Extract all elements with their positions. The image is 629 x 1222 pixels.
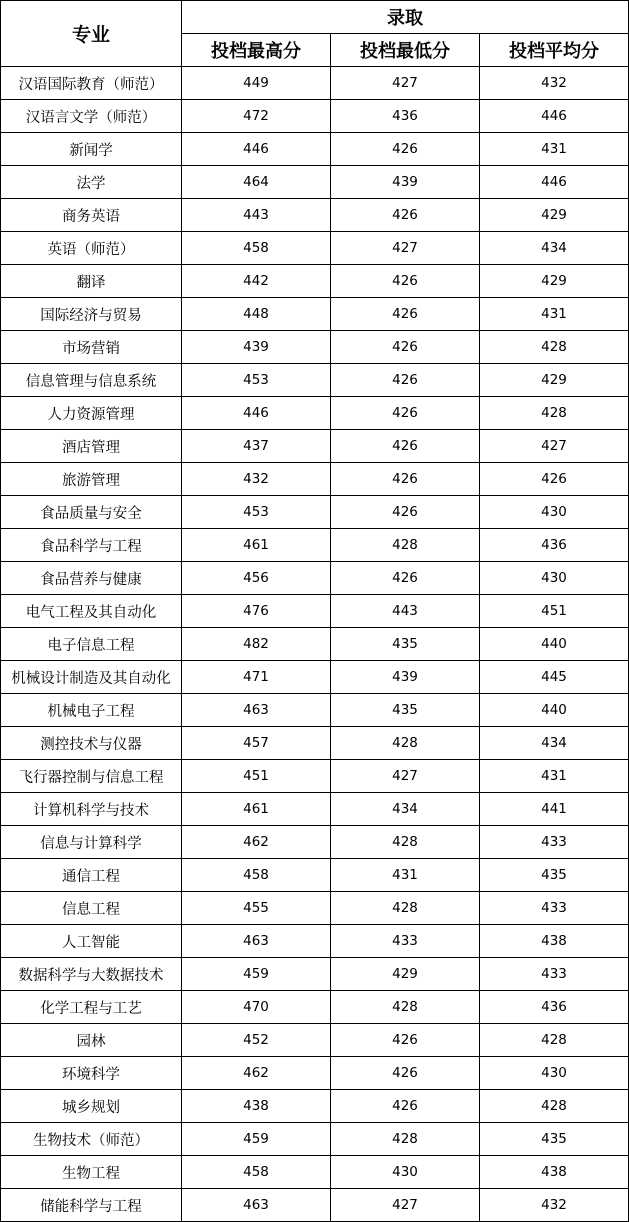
- min-score-cell: 426: [331, 430, 480, 463]
- avg-score-cell: 446: [480, 166, 629, 199]
- avg-score-cell: 436: [480, 991, 629, 1024]
- max-score-cell: 446: [182, 133, 331, 166]
- min-score-cell: 426: [331, 562, 480, 595]
- max-score-cell: 457: [182, 727, 331, 760]
- max-score-cell: 432: [182, 463, 331, 496]
- table-row: [1, 760, 629, 793]
- major-cell: 信息与计算科学: [1, 826, 182, 859]
- avg-score-cell: 438: [480, 925, 629, 958]
- min-score-cell: 426: [331, 331, 480, 364]
- table-row: [1, 595, 629, 628]
- table-row: [1, 199, 629, 232]
- avg-score-cell: 435: [480, 1123, 629, 1156]
- table-row: [1, 793, 629, 826]
- max-score-cell: 464: [182, 166, 331, 199]
- major-cell: 城乡规划: [1, 1090, 182, 1123]
- major-cell: 酒店管理: [1, 430, 182, 463]
- table-row: [1, 958, 629, 991]
- table-row: [1, 1189, 629, 1222]
- max-score-cell: 472: [182, 100, 331, 133]
- avg-score-cell: 433: [480, 892, 629, 925]
- avg-score-cell: 432: [480, 1189, 629, 1222]
- max-score-cell: 471: [182, 661, 331, 694]
- major-cell: 园林: [1, 1024, 182, 1057]
- max-score-cell: 453: [182, 496, 331, 529]
- min-score-cell: 428: [331, 826, 480, 859]
- table-row: [1, 232, 629, 265]
- min-score-cell: 428: [331, 1123, 480, 1156]
- table-row: [1, 364, 629, 397]
- min-score-cell: 426: [331, 463, 480, 496]
- max-score-cell: 443: [182, 199, 331, 232]
- max-score-cell: 446: [182, 397, 331, 430]
- min-score-cell: 426: [331, 265, 480, 298]
- min-score-cell: 427: [331, 67, 480, 100]
- major-cell: 信息管理与信息系统: [1, 364, 182, 397]
- min-score-cell: 434: [331, 793, 480, 826]
- avg-score-cell: 430: [480, 562, 629, 595]
- table-row: [1, 67, 629, 100]
- avg-score-cell: 445: [480, 661, 629, 694]
- max-score-cell: 451: [182, 760, 331, 793]
- max-score-cell: 463: [182, 1189, 331, 1222]
- avg-score-cell: 428: [480, 1090, 629, 1123]
- table-row: [1, 694, 629, 727]
- avg-score-cell: 431: [480, 133, 629, 166]
- table-row: [1, 397, 629, 430]
- major-cell: 人力资源管理: [1, 397, 182, 430]
- table-row: [1, 859, 629, 892]
- major-cell: 食品营养与健康: [1, 562, 182, 595]
- min-score-cell: 427: [331, 1189, 480, 1222]
- min-score-cell: 435: [331, 628, 480, 661]
- min-score-cell: 430: [331, 1156, 480, 1189]
- avg-score-cell: 438: [480, 1156, 629, 1189]
- min-score-cell: 428: [331, 529, 480, 562]
- table-row: [1, 661, 629, 694]
- major-cell: 机械电子工程: [1, 694, 182, 727]
- major-cell: 飞行器控制与信息工程: [1, 760, 182, 793]
- min-score-cell: 426: [331, 199, 480, 232]
- major-cell: 法学: [1, 166, 182, 199]
- major-cell: 英语（师范）: [1, 232, 182, 265]
- max-score-cell: 437: [182, 430, 331, 463]
- major-cell: 国际经济与贸易: [1, 298, 182, 331]
- avg-score-cell: 441: [480, 793, 629, 826]
- table-row: [1, 826, 629, 859]
- table-row: [1, 529, 629, 562]
- min-score-cell: 436: [331, 100, 480, 133]
- major-cell: 食品质量与安全: [1, 496, 182, 529]
- table-row: [1, 133, 629, 166]
- avg-score-cell: 429: [480, 364, 629, 397]
- major-cell: 旅游管理: [1, 463, 182, 496]
- min-score-cell: 426: [331, 1057, 480, 1090]
- min-score-cell: 428: [331, 991, 480, 1024]
- avg-score-cell: 429: [480, 199, 629, 232]
- min-score-cell: 426: [331, 397, 480, 430]
- table-row: [1, 562, 629, 595]
- major-cell: 通信工程: [1, 859, 182, 892]
- major-cell: 信息工程: [1, 892, 182, 925]
- header-row-top: [1, 1, 629, 34]
- table-header: [1, 1, 629, 67]
- major-cell: 生物技术（师范）: [1, 1123, 182, 1156]
- major-cell: 数据科学与大数据技术: [1, 958, 182, 991]
- table-body: [1, 67, 629, 1222]
- max-score-cell: 452: [182, 1024, 331, 1057]
- avg-score-cell: 435: [480, 859, 629, 892]
- max-score-cell: 461: [182, 529, 331, 562]
- table-row: [1, 727, 629, 760]
- table-row: [1, 1024, 629, 1057]
- avg-score-cell: 429: [480, 265, 629, 298]
- major-cell: 机械设计制造及其自动化: [1, 661, 182, 694]
- min-score-cell: 426: [331, 1024, 480, 1057]
- min-score-cell: 435: [331, 694, 480, 727]
- max-score-cell: 461: [182, 793, 331, 826]
- min-score-cell: 433: [331, 925, 480, 958]
- avg-score-cell: 426: [480, 463, 629, 496]
- max-score-cell: 459: [182, 1123, 331, 1156]
- min-score-cell: 431: [331, 859, 480, 892]
- avg-score-cell: 434: [480, 232, 629, 265]
- major-cell: 汉语言文学（师范）: [1, 100, 182, 133]
- major-cell: 翻译: [1, 265, 182, 298]
- avg-score-cell: 440: [480, 694, 629, 727]
- table-row: [1, 298, 629, 331]
- admission-group-header: 录取: [182, 1, 629, 34]
- table-row: [1, 1090, 629, 1123]
- avg-score-cell: 440: [480, 628, 629, 661]
- table-row: [1, 430, 629, 463]
- max-score-cell: 449: [182, 67, 331, 100]
- major-cell: 电气工程及其自动化: [1, 595, 182, 628]
- avg-score-cell: 428: [480, 397, 629, 430]
- major-cell: 储能科学与工程: [1, 1189, 182, 1222]
- avg-score-column-header: 投档平均分: [480, 34, 629, 67]
- major-cell: 化学工程与工艺: [1, 991, 182, 1024]
- major-cell: 汉语国际教育（师范）: [1, 67, 182, 100]
- table-row: [1, 991, 629, 1024]
- min-score-cell: 427: [331, 760, 480, 793]
- max-score-cell: 459: [182, 958, 331, 991]
- avg-score-cell: 451: [480, 595, 629, 628]
- table-row: [1, 331, 629, 364]
- avg-score-cell: 427: [480, 430, 629, 463]
- max-score-cell: 458: [182, 1156, 331, 1189]
- max-score-cell: 470: [182, 991, 331, 1024]
- max-score-cell: 476: [182, 595, 331, 628]
- max-score-cell: 462: [182, 1057, 331, 1090]
- avg-score-cell: 428: [480, 1024, 629, 1057]
- table-row: [1, 1156, 629, 1189]
- major-cell: 环境科学: [1, 1057, 182, 1090]
- table-row: [1, 925, 629, 958]
- max-score-cell: 456: [182, 562, 331, 595]
- max-score-cell: 453: [182, 364, 331, 397]
- table-row: [1, 100, 629, 133]
- avg-score-cell: 428: [480, 331, 629, 364]
- max-score-column-header: 投档最高分: [182, 34, 331, 67]
- min-score-cell: 427: [331, 232, 480, 265]
- major-cell: 新闻学: [1, 133, 182, 166]
- avg-score-cell: 436: [480, 529, 629, 562]
- major-column-header: 专业: [1, 1, 182, 67]
- min-score-cell: 426: [331, 133, 480, 166]
- table-row: [1, 166, 629, 199]
- max-score-cell: 482: [182, 628, 331, 661]
- avg-score-cell: 446: [480, 100, 629, 133]
- min-score-cell: 426: [331, 364, 480, 397]
- avg-score-cell: 434: [480, 727, 629, 760]
- min-score-column-header: 投档最低分: [331, 34, 480, 67]
- avg-score-cell: 433: [480, 826, 629, 859]
- avg-score-cell: 430: [480, 496, 629, 529]
- table-row: [1, 1123, 629, 1156]
- max-score-cell: 463: [182, 925, 331, 958]
- max-score-cell: 439: [182, 331, 331, 364]
- avg-score-cell: 430: [480, 1057, 629, 1090]
- min-score-cell: 428: [331, 727, 480, 760]
- min-score-cell: 439: [331, 661, 480, 694]
- min-score-cell: 443: [331, 595, 480, 628]
- major-cell: 食品科学与工程: [1, 529, 182, 562]
- major-cell: 生物工程: [1, 1156, 182, 1189]
- major-cell: 市场营销: [1, 331, 182, 364]
- major-cell: 测控技术与仪器: [1, 727, 182, 760]
- major-cell: 电子信息工程: [1, 628, 182, 661]
- avg-score-cell: 433: [480, 958, 629, 991]
- min-score-cell: 426: [331, 496, 480, 529]
- major-cell: 人工智能: [1, 925, 182, 958]
- max-score-cell: 458: [182, 232, 331, 265]
- table-row: [1, 1057, 629, 1090]
- avg-score-cell: 431: [480, 298, 629, 331]
- table-row: [1, 496, 629, 529]
- max-score-cell: 463: [182, 694, 331, 727]
- max-score-cell: 462: [182, 826, 331, 859]
- max-score-cell: 455: [182, 892, 331, 925]
- max-score-cell: 438: [182, 1090, 331, 1123]
- table-row: [1, 265, 629, 298]
- min-score-cell: 428: [331, 892, 480, 925]
- min-score-cell: 439: [331, 166, 480, 199]
- table-row: [1, 892, 629, 925]
- min-score-cell: 429: [331, 958, 480, 991]
- major-cell: 计算机科学与技术: [1, 793, 182, 826]
- avg-score-cell: 431: [480, 760, 629, 793]
- min-score-cell: 426: [331, 298, 480, 331]
- table-row: [1, 628, 629, 661]
- max-score-cell: 442: [182, 265, 331, 298]
- table-row: [1, 463, 629, 496]
- min-score-cell: 426: [331, 1090, 480, 1123]
- avg-score-cell: 432: [480, 67, 629, 100]
- max-score-cell: 458: [182, 859, 331, 892]
- major-cell: 商务英语: [1, 199, 182, 232]
- max-score-cell: 448: [182, 298, 331, 331]
